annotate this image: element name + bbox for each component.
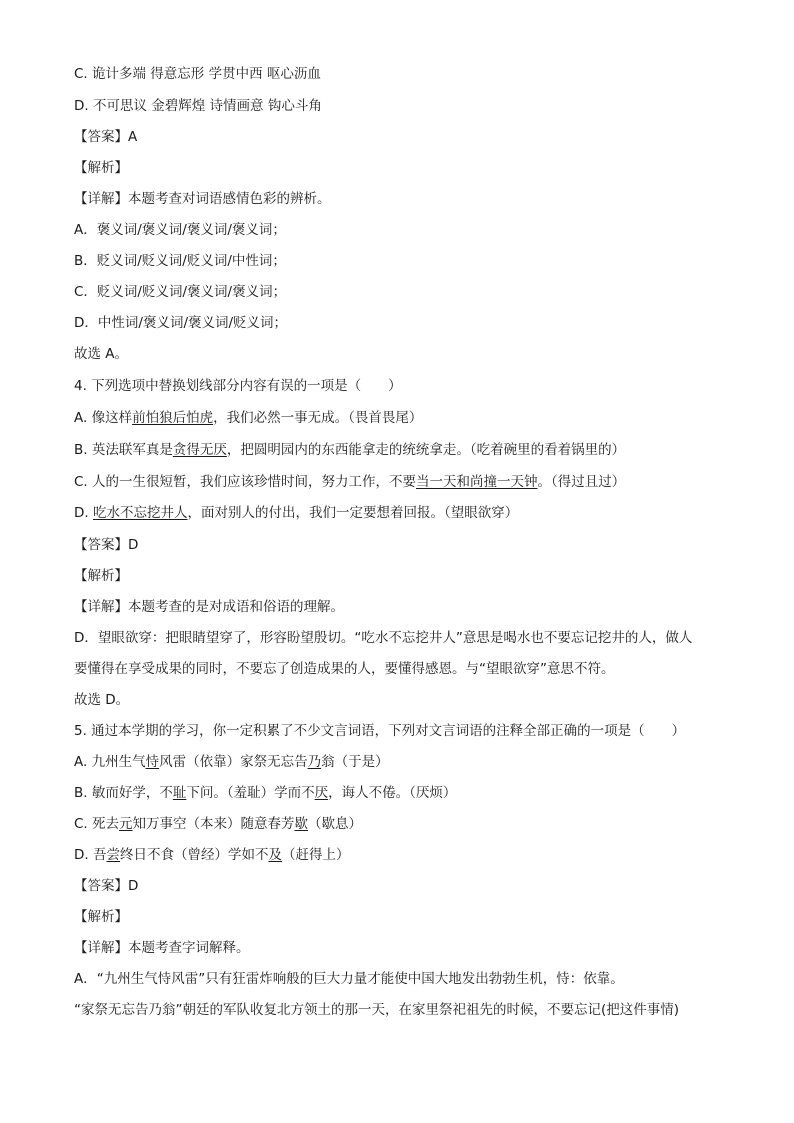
text-segment: 知万事空（本来）随意春芳 [132, 816, 295, 832]
text-line [74, 344, 754, 364]
text-line [74, 503, 754, 523]
text-line [74, 158, 754, 178]
text-line [74, 938, 754, 958]
text-line [74, 440, 754, 460]
text-segment: 5. 通过本学期的学习，你一定积累了不少文言词语，下列对文言词语的注释全部正确的一项是（ ） [74, 723, 686, 739]
text-line [74, 408, 754, 428]
text-segment: A．“九州生气恃风雷”只有狂雷炸响般的巨大力量才能使中国大地发出勃勃生机，恃：依靠。 [74, 971, 624, 987]
text-segment: 故选 A。 [74, 346, 129, 362]
text-segment: B. 英法联军真是 [74, 442, 173, 458]
text-segment: （歇息） [308, 816, 363, 832]
text-segment: A. 像这样 [74, 410, 133, 426]
text-segment: 【解析】 [74, 568, 128, 584]
text-line [74, 220, 754, 240]
text-segment: 终日不食（曾经）学如不 [119, 847, 269, 863]
text-segment: 【详解】本题考查字词解释。 [74, 940, 250, 956]
text-segment: 下问。（羞耻）学而不 [186, 785, 315, 801]
text-line [74, 721, 754, 741]
underlined-text: 乃 [307, 754, 322, 770]
text-segment: ，把圆明园内的东西能拿走的统统拿走。（吃着碗里的看着锅里的） [226, 442, 626, 458]
underlined-text: 前怕狼后怕虎 [132, 410, 214, 426]
text-line [74, 845, 754, 865]
underlined-text: 恃 [145, 754, 160, 770]
text-line [74, 814, 754, 834]
text-segment: 风雷（依靠）家祭无忘告 [159, 754, 308, 770]
text-line [74, 251, 754, 271]
text-line [74, 566, 754, 586]
text-segment: 要懂得在享受成果的同时，不要忘了创造成果的人，要懂得感恩。与“望眼欲穿”意思不符。 [74, 661, 615, 677]
text-line [74, 752, 754, 772]
text-segment: “家祭无忘告乃翁”朝廷的军队收复北方领土的那一天，在家里祭祀祖先的时候，不要忘记(把这件事情) [74, 1002, 680, 1018]
text-line [74, 189, 754, 209]
text-segment: ，诲人不倦。（厌烦） [328, 785, 457, 801]
text-line [74, 628, 754, 648]
underlined-text: 耻 [172, 785, 187, 801]
text-segment: （赶得上） [281, 847, 350, 863]
text-segment: C. 人的一生很短暂，我们应该珍惜时间，努力工作，不要 [74, 474, 417, 490]
text-line [74, 1000, 754, 1020]
text-line [74, 127, 754, 147]
text-segment: 【解析】 [74, 160, 128, 176]
text-line [74, 535, 754, 555]
text-segment: D. [74, 505, 93, 521]
text-segment: 【答案】D [74, 878, 139, 894]
text-segment: C. 死去 [74, 816, 120, 832]
text-segment: B. 敏而好学，不 [74, 785, 173, 801]
text-segment: 【详解】本题考查的是对成语和俗语的理解。 [74, 599, 344, 615]
underlined-text: 元 [119, 816, 133, 832]
text-segment: 【详解】本题考查对词语感情色彩的辨析。 [74, 191, 331, 207]
underlined-text: 贪得无厌 [172, 442, 227, 458]
text-line [74, 690, 754, 710]
underlined-text: 歇 [294, 816, 309, 832]
text-line [74, 472, 754, 492]
underlined-text: 厌 [314, 785, 329, 801]
text-segment: 翁（于是） [321, 754, 389, 770]
underlined-text: 及 [268, 847, 282, 863]
text-line [74, 64, 754, 84]
text-line [74, 597, 754, 617]
text-line [74, 969, 754, 989]
text-segment: A. 九州生气 [74, 754, 146, 770]
text-segment: C. 诡计多端 得意忘形 学贯中西 呕心沥血 [74, 66, 321, 82]
underlined-text: 当一天和尚撞一天钟 [416, 474, 538, 490]
text-segment: C．贬义词/贬义词/褒义词/褒义词； [74, 284, 287, 300]
text-segment: ，我们必然一事无成。（畏首畏尾） [213, 410, 423, 426]
text-line [74, 907, 754, 927]
text-segment: 【答案】D [74, 537, 139, 553]
text-line [74, 659, 754, 679]
text-segment: B．贬义词/贬义词/贬义词/中性词； [74, 253, 286, 269]
text-line [74, 783, 754, 803]
text-line [74, 313, 754, 333]
text-segment: A．褒义词/褒义词/褒义词/褒义词； [74, 222, 286, 238]
text-line [74, 376, 754, 396]
text-segment: 。（得过且过） [537, 474, 626, 490]
text-segment: D. 吾 [74, 847, 107, 863]
text-segment: 4. 下列选项中替换划线部分内容有误的一项是（ ） [74, 378, 402, 394]
text-segment: D．中性词/褒义词/褒义词/贬义词； [74, 315, 288, 331]
text-segment: 故选 D。 [74, 692, 130, 708]
text-line [74, 876, 754, 896]
text-line [74, 282, 754, 302]
underlined-text: 吃水不忘挖井人 [92, 505, 188, 521]
text-segment: 【解析】 [74, 909, 128, 925]
underlined-text: 尝 [106, 847, 120, 863]
text-segment: ，面对别人的付出，我们一定要想着回报。（望眼欲穿） [187, 505, 519, 521]
text-line [74, 96, 754, 116]
text-segment: D. 不可思议 金碧辉煌 诗情画意 钩心斗角 [74, 98, 322, 114]
text-segment: 【答案】A [74, 129, 138, 145]
text-segment: D．望眼欲穿：把眼睛望穿了，形容盼望殷切。“吃水不忘挖井人”意思是喝水也不要忘记挖井的人，做人 [74, 630, 693, 646]
